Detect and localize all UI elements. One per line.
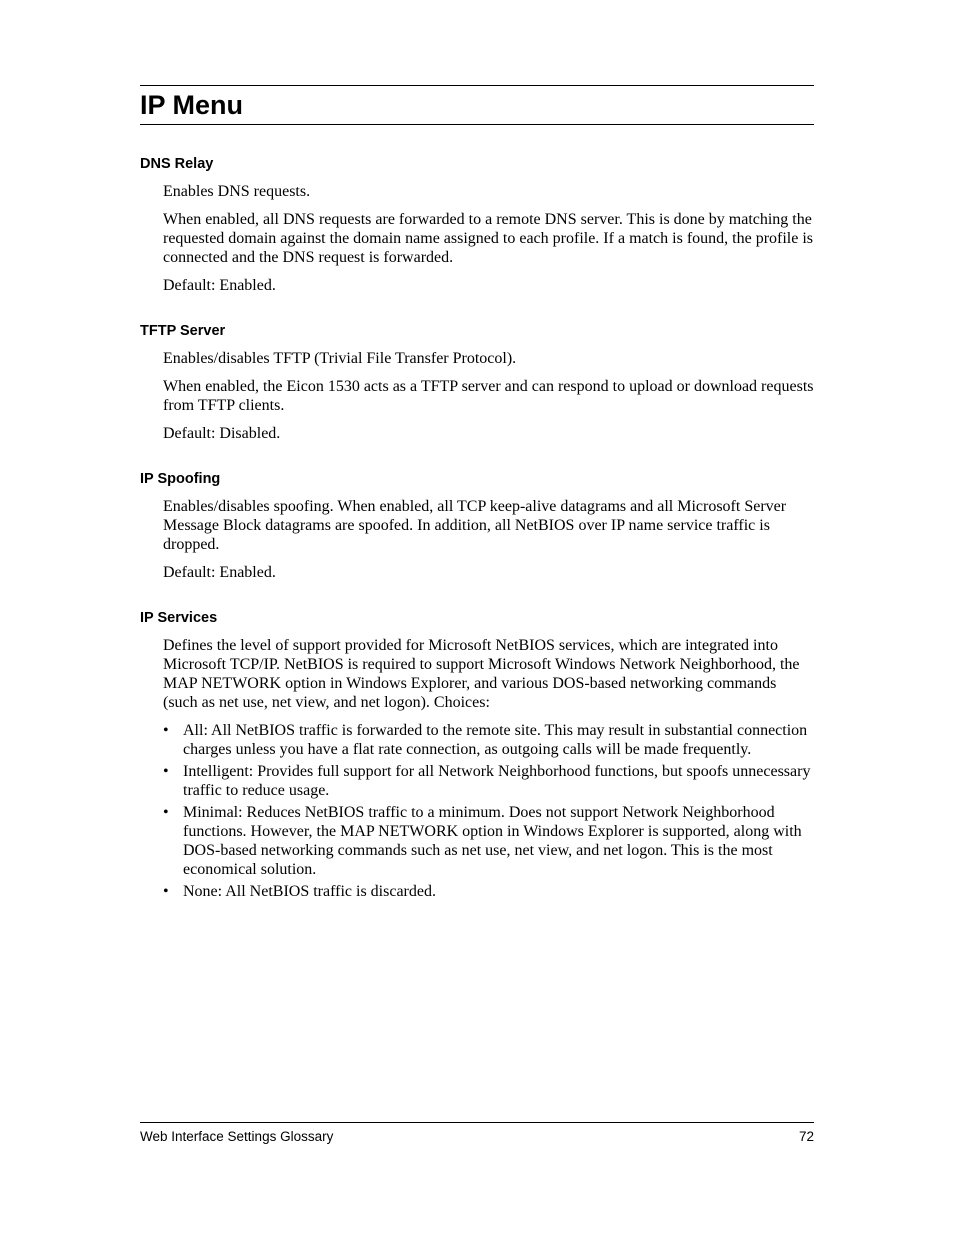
choices-list [163, 721, 814, 901]
section-heading: DNS Relay [140, 156, 214, 172]
list-item-text: Minimal: Reduces NetBIOS traffic to a minimum. Does not support Network Neighborhood functions. However, the MAP NETWORK option in Windows Explorer is supported, along with DOS-based networking commands such as net use, net view, and net logon. This is the most economical solution. [183, 804, 802, 878]
paragraph: Default: Enabled. [163, 277, 276, 294]
page-number: 72 [798, 1129, 814, 1144]
paragraph: When enabled, all DNS requests are forwarded to a remote DNS server. This is done by matching the requested domain against the domain name assigned to each profile. If a match is found, the profile is connected and the DNS request is forwarded. [163, 211, 814, 266]
paragraph: Enables/disables TFTP (Trivial File Transfer Protocol). [163, 350, 517, 367]
paragraph: When enabled, the Eicon 1530 acts as a TFTP server and can respond to upload or download requests from TFTP clients. [163, 378, 814, 414]
list-item [163, 721, 814, 759]
bullet-icon: • [163, 722, 169, 739]
bullet-icon: • [163, 763, 169, 780]
paragraph: Enables DNS requests. [163, 183, 311, 200]
section-heading: IP Services [140, 610, 218, 626]
section-ip-spoofing [140, 470, 814, 582]
footer-title: Web Interface Settings Glossary [140, 1129, 334, 1144]
bullet-icon: • [163, 804, 169, 821]
list-item-text: All: All NetBIOS traffic is forwarded to the remote site. This may result in substantial connection charges unless you have a flat rate connection, as outgoing calls will be made frequently. [183, 722, 808, 758]
title-rule-bottom [140, 124, 814, 125]
section-tftp-server [140, 322, 814, 443]
title-rule-top [140, 85, 814, 86]
section-body [163, 636, 814, 901]
section-ip-services [140, 609, 814, 901]
paragraph: Defines the level of support provided for Microsoft NetBIOS services, which are integrated into Microsoft TCP/IP. NetBIOS is required to support Microsoft Windows Network Neighborhood, the MAP NETWORK option in Windows Explorer, and various DOS-based networking commands (such as net use, net view, and net logon). Choices: [163, 637, 800, 711]
document-page [140, 85, 814, 904]
list-item [163, 882, 814, 901]
paragraph: Default: Disabled. [163, 425, 281, 442]
page-footer [140, 1122, 814, 1146]
list-item-text: None: All NetBIOS traffic is discarded. [183, 883, 436, 900]
paragraph: Default: Enabled. [163, 564, 276, 581]
section-body [163, 497, 814, 582]
list-item [163, 762, 814, 800]
section-body [163, 182, 814, 295]
section-heading: TFTP Server [140, 323, 226, 339]
list-item [163, 803, 814, 879]
list-item-text: Intelligent: Provides full support for all Network Neighborhood functions, but spoofs unnecessary traffic to reduce usage. [183, 763, 811, 799]
paragraph: Enables/disables spoofing. When enabled, all TCP keep-alive datagrams and all Microsoft Server Message Block datagrams are spoofed. In addition, all NetBIOS over IP name service traffic is dropped. [163, 498, 787, 553]
section-body [163, 349, 814, 443]
bullet-icon: • [163, 883, 169, 900]
section-heading: IP Spoofing [140, 471, 221, 487]
section-dns-relay [140, 155, 814, 295]
page-title: IP Menu [140, 90, 244, 120]
